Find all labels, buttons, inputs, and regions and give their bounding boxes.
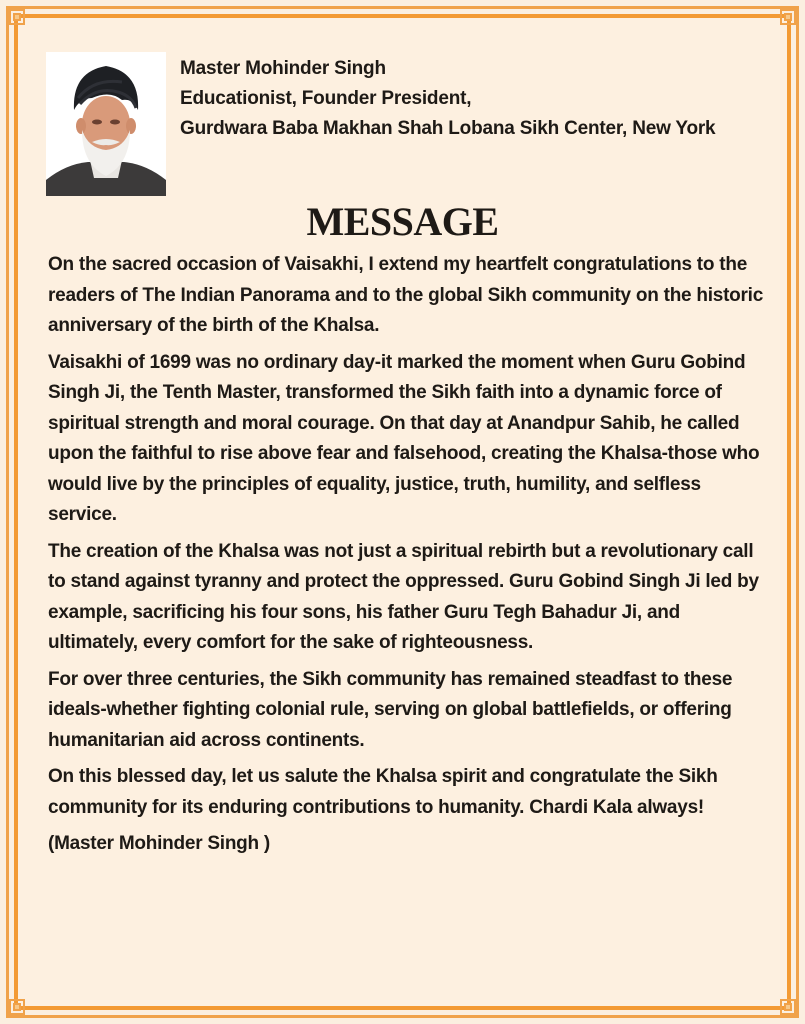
portrait-image [46, 52, 166, 196]
corner-ornament [4, 994, 30, 1020]
message-paragraph: For over three centuries, the Sikh community has remained steadfast to these ideals-whether fighting colonial rule, serving on global battlefields, or offering humanitarian aid across continents. [48, 668, 733, 751]
author-name: Master Mohinder Singh [180, 58, 386, 79]
message-paragraph: On the sacred occasion of Vaisakhi, I extend my heartfelt congratulations to the readers of The Indian Panorama and to the global Sikh community on the historic anniversary of the birth of the Khalsa. [48, 254, 764, 336]
corner-ornament [4, 4, 30, 30]
author-photo [46, 52, 166, 196]
message-body [48, 250, 768, 866]
author-title-line1: Educationist, Founder President, [180, 88, 472, 109]
signature: (Master Mohinder Singh ) [48, 833, 270, 854]
corner-ornament [775, 994, 801, 1020]
message-paragraph: Vaisakhi of 1699 was no ordinary day-it marked the moment when Guru Gobind Singh Ji, the Tenth Master, transformed the Sikh faith into a dynamic force of spiritual strength and moral courage. On that day at Anandpur Sahib, he called upon the faithful to rise above fear and falsehood, creating the Khalsa-those who would live by the principles of equality, justice, truth, humility, and selfless service. [48, 351, 760, 525]
author-header [180, 54, 780, 144]
corner-ornament [775, 4, 801, 30]
author-title-line2: Gurdwara Baba Makhan Shah Lobana Sikh Center, New York [180, 118, 716, 139]
message-paragraph: The creation of the Khalsa was not just a spiritual rebirth but a revolutionary call to stand against tyranny and protect the oppressed. Guru Gobind Singh Ji led by example, sacrificing his four sons, his father Guru Tegh Bahadur Ji, and ultimately, every comfort for the sake of righteousness. [48, 540, 759, 653]
message-paragraph: On this blessed day, let us salute the Khalsa spirit and congratulate the Sikh community for its enduring contributions to humanity. Chardi Kala always! [48, 766, 718, 818]
message-heading: MESSAGE [306, 199, 499, 244]
